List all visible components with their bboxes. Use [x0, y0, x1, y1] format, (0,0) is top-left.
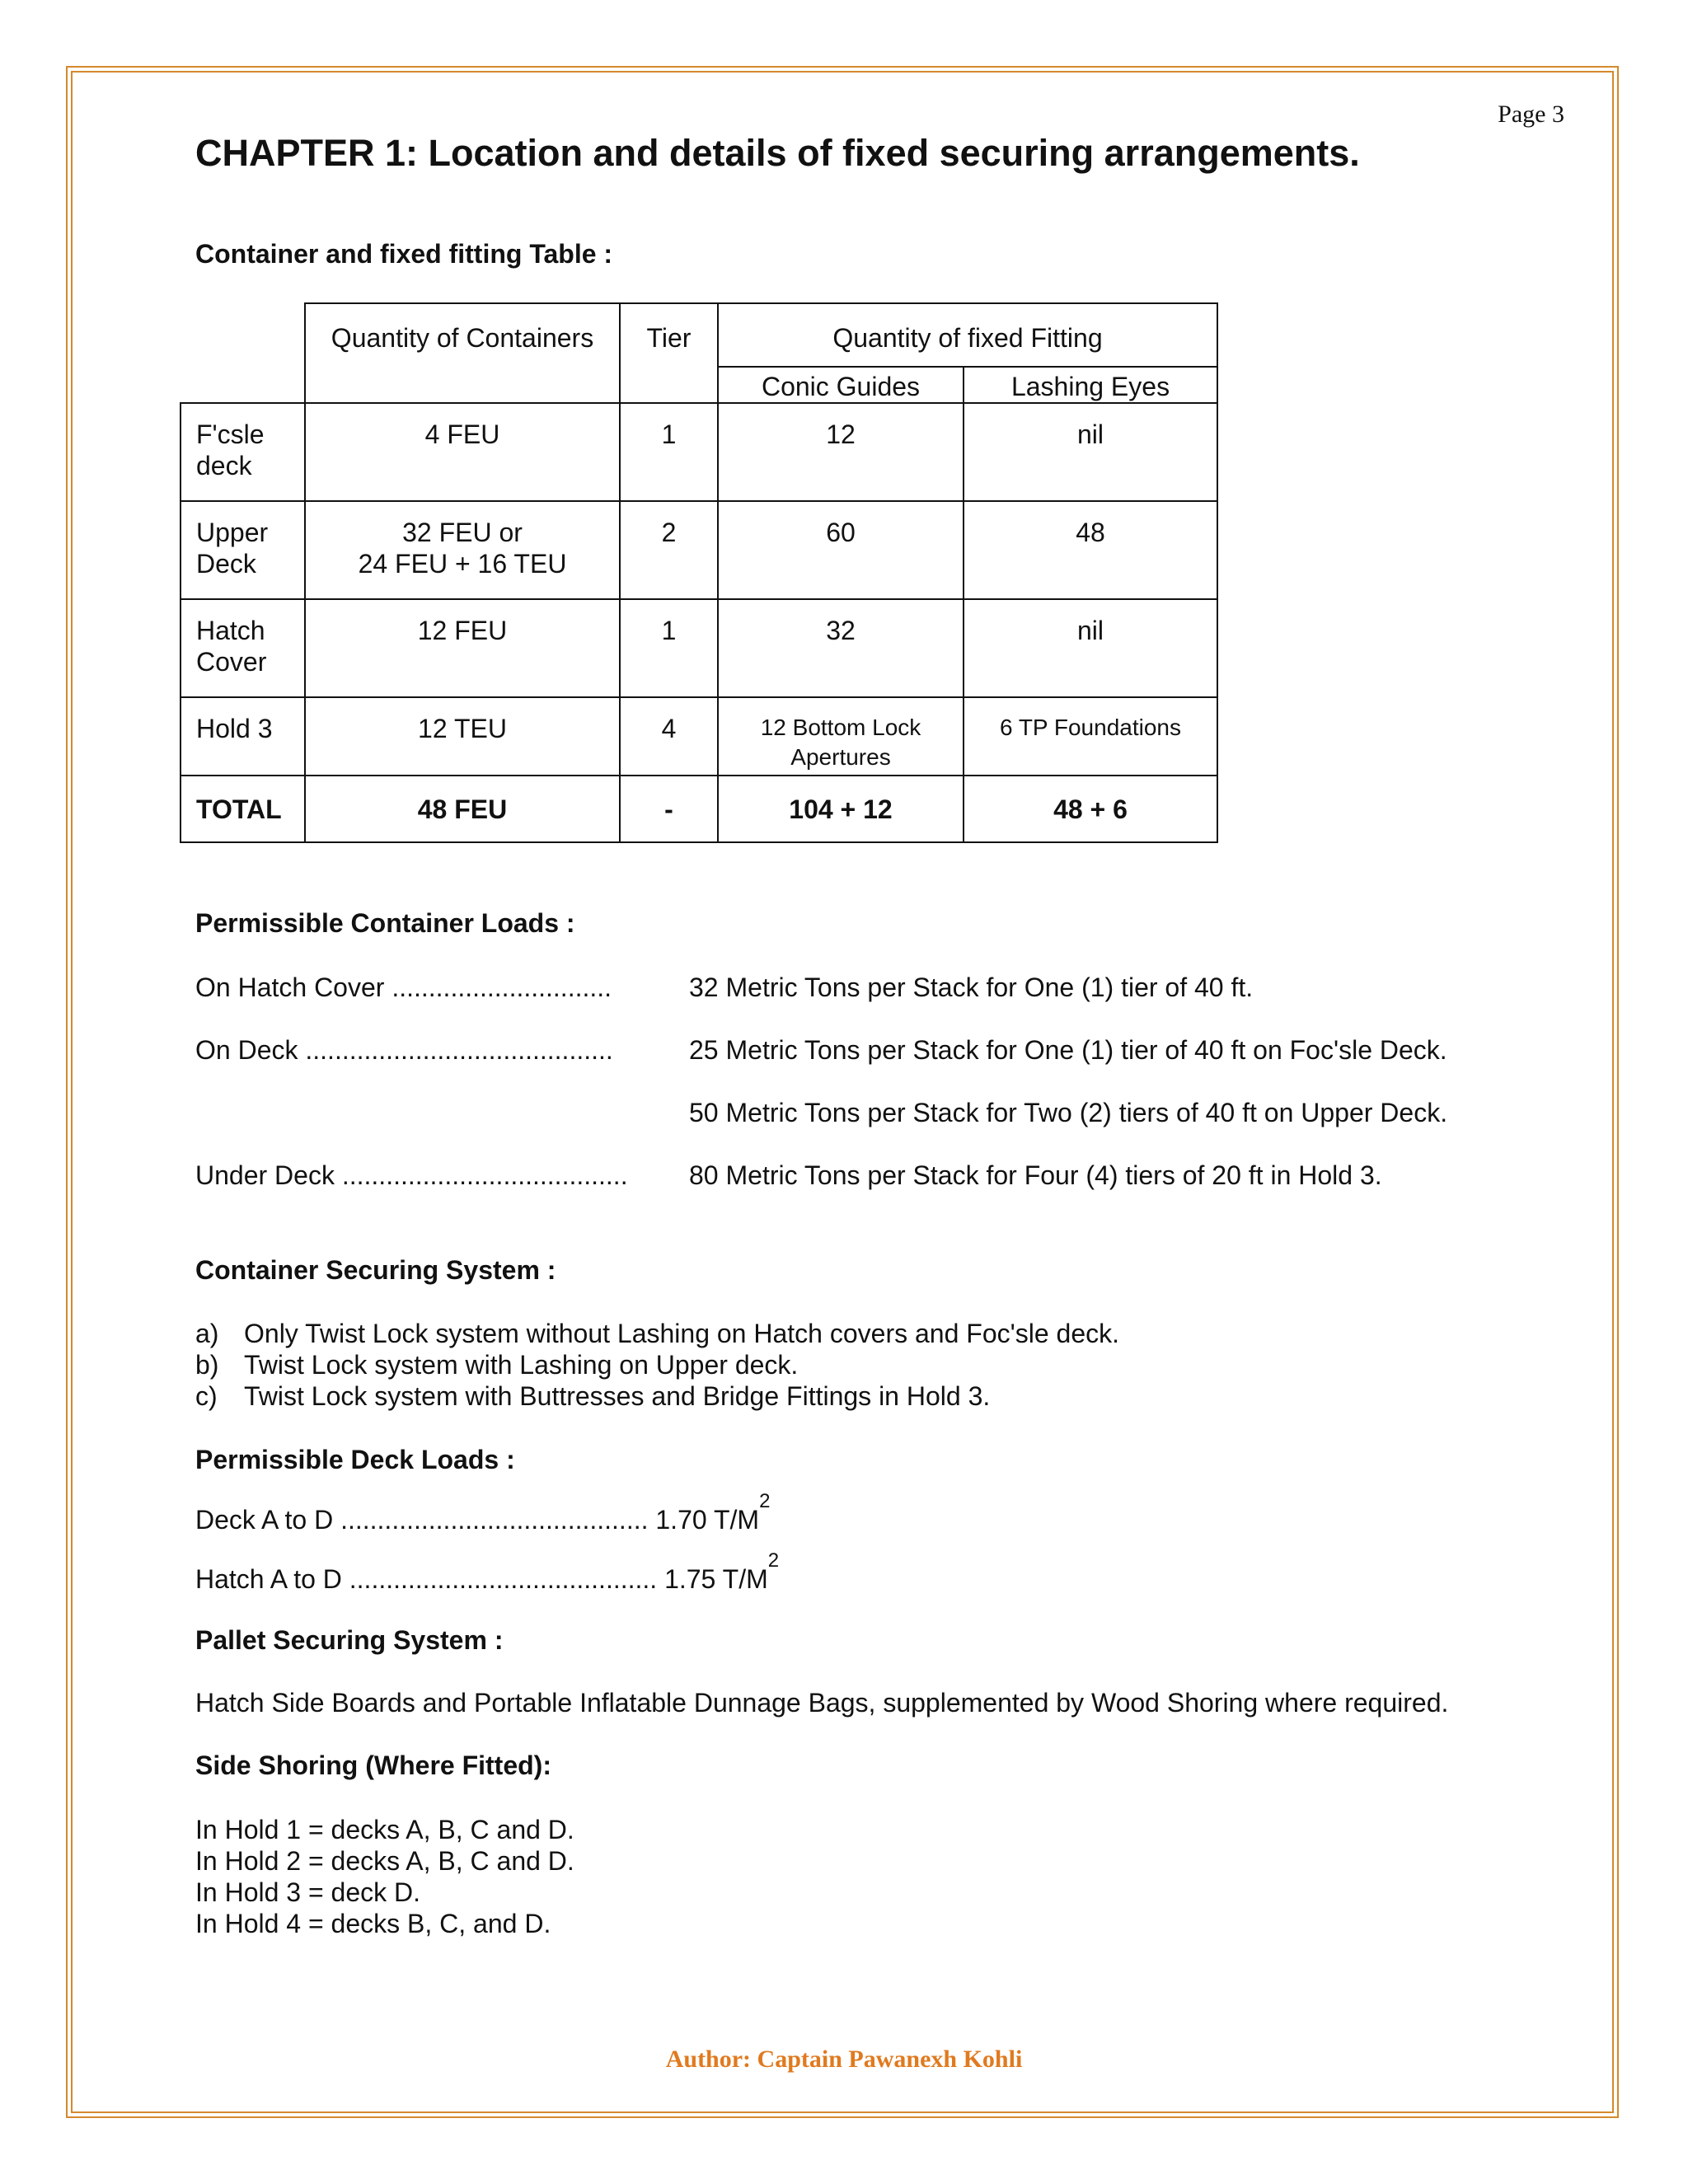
list-marker: b)	[195, 1350, 219, 1380]
chapter-title: CHAPTER 1: Location and details of fixed securing arrangements.	[195, 132, 1360, 174]
load-label-under-deck: Under Deck .......................................	[195, 1160, 628, 1190]
header-lashing-eyes: Lashing Eyes	[964, 367, 1217, 403]
header-quantity-of-fixed-fitting: Quantity of fixed Fitting	[718, 303, 1217, 367]
deck-load-superscript: 2	[759, 1490, 771, 1512]
deck-loads-heading: Permissible Deck Loads :	[195, 1445, 515, 1474]
list-marker: a)	[195, 1319, 219, 1348]
row-tier: 2	[620, 501, 718, 599]
total-label: TOTAL	[181, 776, 305, 842]
row-conic-guides: 32	[718, 599, 964, 697]
fixed-fitting-table	[180, 302, 1218, 843]
total-lashing-eyes: 48 + 6	[964, 776, 1217, 842]
table-header-row	[181, 303, 1217, 367]
row-containers: 4 FEU	[305, 403, 620, 501]
row-containers-line2: 24 FEU + 16 TEU	[358, 549, 567, 579]
page-number: Page 3	[1498, 101, 1564, 128]
row-conic-guides: 12	[718, 403, 964, 501]
table-total-row	[181, 776, 1217, 842]
hatch-load-superscript: 2	[767, 1549, 780, 1572]
deck-load-label: Deck A to D ..........................................	[195, 1505, 649, 1535]
list-marker: c)	[195, 1381, 218, 1411]
load-value-hatch-cover: 32 Metric Tons per Stack for One (1) tier of 40 ft.	[689, 972, 1254, 1002]
row-lashing-eyes: nil	[964, 403, 1217, 501]
total-containers: 48 FEU	[305, 776, 620, 842]
load-value-focsle-deck: 25 Metric Tons per Stack for One (1) tier of 40 ft on Foc'sle Deck.	[689, 1035, 1447, 1065]
hatch-load-line	[195, 1549, 780, 1595]
table-row	[181, 599, 1217, 697]
row-lashing-eyes: 48	[964, 501, 1217, 599]
row-conic-guides: 12 Bottom Lock Apertures	[718, 697, 964, 776]
total-conic-guides: 104 + 12	[718, 776, 964, 842]
row-location: Upper Deck	[181, 501, 305, 599]
author-footer: Author: Captain Pawanexh Kohli	[665, 2046, 1023, 2073]
header-tier: Tier	[620, 303, 718, 403]
load-value-upper-deck: 50 Metric Tons per Stack for Two (2) tiers of 40 ft on Upper Deck.	[689, 1098, 1448, 1127]
row-containers: 12 TEU	[305, 697, 620, 776]
side-shoring-heading: Side Shoring (Where Fitted):	[195, 1750, 551, 1780]
row-location: F'csle deck	[181, 403, 305, 501]
row-tier: 1	[620, 599, 718, 697]
row-tier: 1	[620, 403, 718, 501]
row-lashing-eyes: 6 TP Foundations	[964, 697, 1217, 776]
list-text: Only Twist Lock system without Lashing on Hatch covers and Foc'sle deck.	[244, 1319, 1119, 1348]
table-row	[181, 501, 1217, 599]
table-row	[181, 403, 1217, 501]
row-location: Hold 3	[181, 697, 305, 776]
side-shoring-line: In Hold 2 = decks A, B, C and D.	[195, 1846, 574, 1876]
securing-system-heading: Container Securing System :	[195, 1255, 556, 1285]
container-loads-heading: Permissible Container Loads :	[195, 908, 575, 938]
pallet-securing-heading: Pallet Securing System :	[195, 1625, 504, 1655]
side-shoring-line: In Hold 1 = decks A, B, C and D.	[195, 1815, 574, 1844]
load-label-hatch-cover: On Hatch Cover ..............................	[195, 972, 612, 1002]
header-conic-guides: Conic Guides	[718, 367, 964, 403]
pallet-securing-text: Hatch Side Boards and Portable Inflatable Dunnage Bags, supplemented by Wood Shoring where required.	[195, 1688, 1449, 1718]
total-tier: -	[620, 776, 718, 842]
row-containers-line1: 32 FEU or	[402, 518, 523, 547]
list-text: Twist Lock system with Buttresses and Bridge Fittings in Hold 3.	[244, 1381, 991, 1411]
table-heading: Container and fixed fitting Table :	[195, 239, 613, 269]
table-row	[181, 697, 1217, 776]
row-location: Hatch Cover	[181, 599, 305, 697]
hatch-load-value: 1.75 T/M	[664, 1564, 768, 1594]
table-corner-cell	[181, 303, 305, 403]
load-label-on-deck: On Deck ..........................................	[195, 1035, 613, 1065]
header-quantity-of-containers: Quantity of Containers	[305, 303, 620, 403]
row-containers: 12 FEU	[305, 599, 620, 697]
deck-load-line	[195, 1490, 771, 1535]
deck-load-value: 1.70 T/M	[655, 1505, 760, 1535]
side-shoring-line: In Hold 4 = decks B, C, and D.	[195, 1909, 551, 1938]
row-tier: 4	[620, 697, 718, 776]
load-value-under-deck: 80 Metric Tons per Stack for Four (4) tiers of 20 ft in Hold 3.	[689, 1160, 1382, 1190]
hatch-load-label: Hatch A to D ..........................................	[195, 1564, 658, 1594]
row-containers	[305, 501, 620, 599]
row-conic-guides: 60	[718, 501, 964, 599]
row-lashing-eyes: nil	[964, 599, 1217, 697]
side-shoring-line: In Hold 3 = deck D.	[195, 1877, 421, 1907]
list-text: Twist Lock system with Lashing on Upper deck.	[244, 1350, 799, 1380]
